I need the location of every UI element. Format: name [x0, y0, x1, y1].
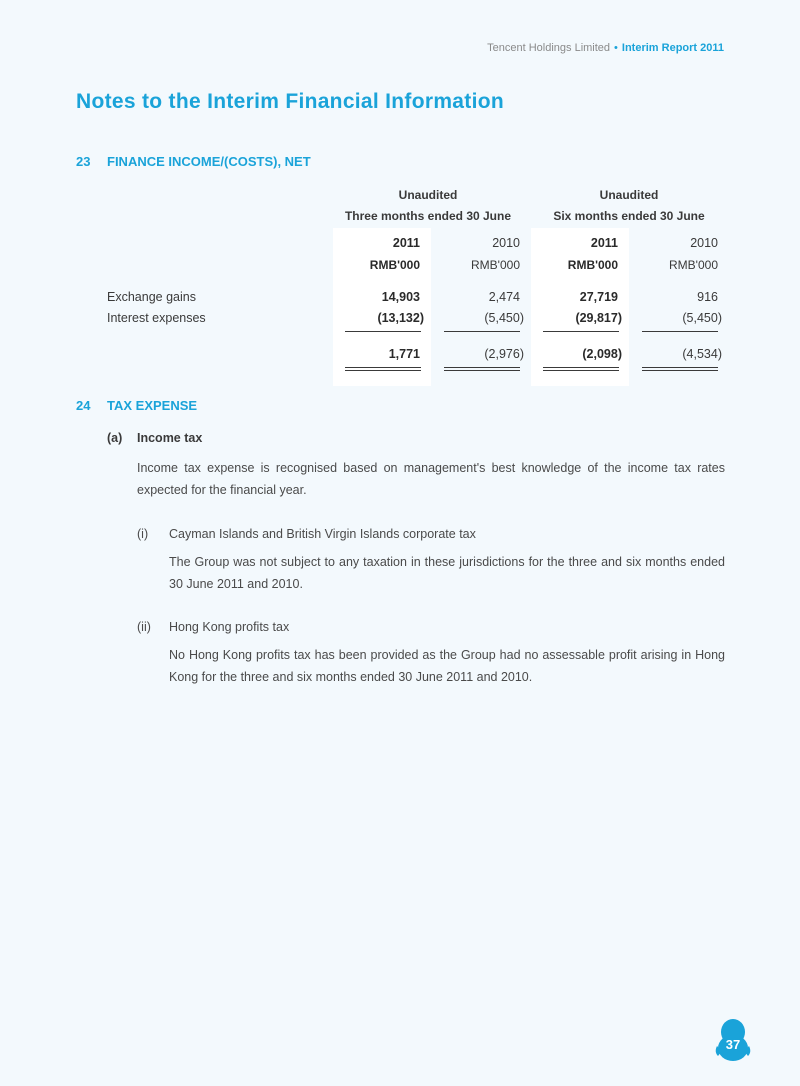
subsection-a-title: Income tax — [137, 431, 203, 445]
table-cell: (5,450) — [484, 311, 524, 325]
highlight-column-6m-2011 — [531, 228, 629, 386]
total-double-rule — [444, 367, 520, 371]
item-i-paragraph: The Group was not subject to any taxation in these jurisdictions for the three and six months ended 30 June 2011 and 2010. — [169, 555, 725, 591]
group-status-6m: Unaudited — [599, 188, 659, 202]
col-year-3m-2010: 2010 — [492, 236, 520, 250]
subtotal-rule — [642, 331, 718, 332]
total-cell: (2,098) — [582, 347, 622, 361]
subsection-a-label: (a) — [107, 431, 123, 445]
section-24-number: 24 — [76, 398, 91, 413]
report-name: Interim Report 2011 — [621, 42, 724, 54]
page-title: Notes to the Interim Financial Information — [76, 90, 504, 113]
section-23-title: FINANCE INCOME/(COSTS), NET — [107, 154, 311, 169]
group-period-3m: Three months ended 30 June — [344, 209, 512, 223]
subtotal-rule — [444, 331, 520, 332]
total-double-rule — [642, 367, 718, 371]
item-i-title: Cayman Islands and British Virgin Islands corporate tax — [169, 527, 476, 541]
total-cell: 1,771 — [388, 347, 420, 361]
subtotal-rule — [345, 331, 421, 332]
company-name: Tencent Holdings Limited — [487, 42, 611, 54]
row-label-interest-expenses: Interest expenses — [107, 311, 206, 325]
group-period-6m: Six months ended 30 June — [553, 209, 705, 223]
header-separator: • — [614, 42, 618, 54]
income-tax-paragraph: Income tax expense is recognised based on management's best knowledge of the income tax rates expected for the financial year. — [137, 461, 725, 497]
col-year-6m-2010: 2010 — [690, 236, 718, 250]
total-cell: (4,534) — [682, 347, 722, 361]
table-cell: 2,474 — [488, 290, 520, 304]
col-unit-6m-2011: RMB'000 — [567, 258, 618, 272]
item-ii-heading — [137, 620, 289, 634]
section-24-heading — [76, 398, 197, 413]
total-double-rule — [543, 367, 619, 371]
col-year-6m-2011: 2011 — [590, 236, 618, 250]
section-24-title: TAX EXPENSE — [107, 398, 198, 413]
row-label-exchange-gains: Exchange gains — [107, 290, 196, 304]
subtotal-rule — [543, 331, 619, 332]
section-23-number: 23 — [76, 154, 91, 169]
total-cell: (2,976) — [484, 347, 524, 361]
page-number: 37 — [725, 1037, 741, 1052]
table-cell: 916 — [697, 290, 718, 304]
item-ii-label: (ii) — [137, 620, 151, 634]
table-cell: (29,817) — [575, 311, 622, 325]
item-ii-paragraph: No Hong Kong profits tax has been provided as the Group had no assessable profit arising in Hong Kong for the three and six months ended 30 June 2011 and 2010. — [169, 648, 725, 684]
group-status-3m: Unaudited — [398, 188, 458, 202]
col-unit-3m-2010: RMB'000 — [471, 258, 520, 272]
running-header — [487, 42, 724, 54]
subsection-a-heading — [107, 431, 202, 445]
section-23-heading — [76, 154, 311, 169]
table-cell: 14,903 — [381, 290, 420, 304]
table-cell: 27,719 — [579, 290, 618, 304]
item-i-heading — [137, 527, 476, 541]
col-unit-6m-2010: RMB'000 — [669, 258, 718, 272]
table-cell: (5,450) — [682, 311, 722, 325]
item-i-label: (i) — [137, 527, 149, 541]
total-double-rule — [345, 367, 421, 371]
highlight-column-3m-2011 — [333, 228, 431, 386]
item-ii-title: Hong Kong profits tax — [169, 620, 290, 634]
col-unit-3m-2011: RMB'000 — [369, 258, 420, 272]
col-year-3m-2011: 2011 — [392, 236, 420, 250]
table-cell: (13,132) — [377, 311, 424, 325]
